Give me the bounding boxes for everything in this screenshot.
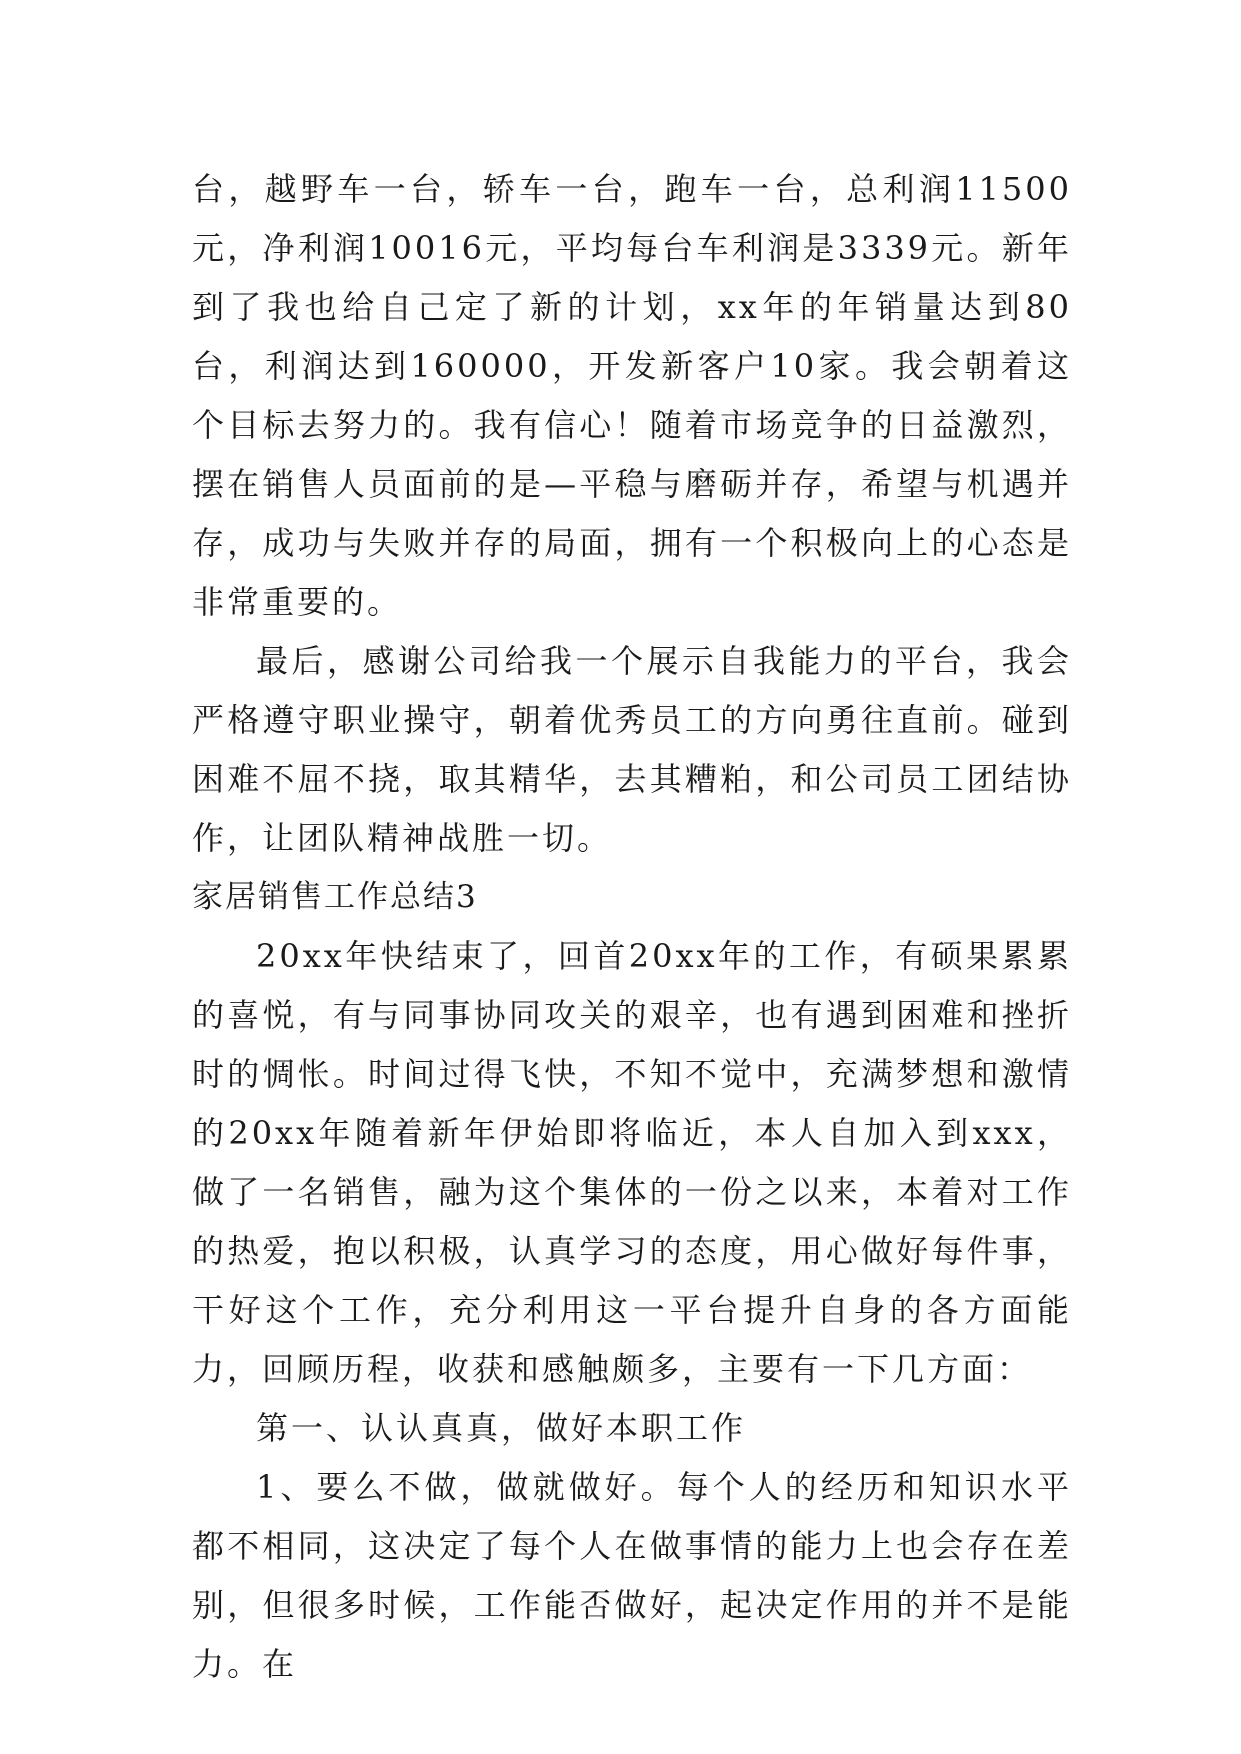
paragraph-point-one-heading: 第一、认认真真，做好本职工作 [256, 1409, 747, 1447]
paragraph-point-one-detail: 1、要么不做，做就做好。每个人的经历和知识水平都不相同，这决定了每个人在做事情的能力上也会存在差别，但很多时候，工作能否做好，起决定作用的并不是能力。在 [192, 1468, 1072, 1683]
document-body [192, 160, 1072, 1694]
paragraph-profit-summary: 台，越野车一台，轿车一台，跑车一台，总利润11500元，净利润10016元，平均每台车利润是3339元。新年到了我也给自己定了新的计划，xx年的年销量达到80台，利润达到160000，开发新客户10家。我会朝着这个目标去努力的。我有信心！随着市场竞争的日益激烈，摆在销售人员面前的是—平稳与磨砺并存，希望与机遇并存，成功与失败并存的局面，拥有一个积极向上的心态是非常重要的。 [192, 170, 1072, 621]
paragraph-year-review: 20xx年快结束了，回首20xx年的工作，有硕果累累的喜悦，有与同事协同攻关的艰辛，也有遇到困难和挫折时的惆怅。时间过得飞快，不知不觉中，充满梦想和激情的20xx年随着新年伊始即将临近，本人自加入到xxx，做了一名销售，融为这个集体的一份之以来，本着对工作的热爱，抱以积极，认真学习的态度，用心做好每件事，干好这个工作，充分利用这一平台提升自身的各方面能力，回顾历程，收获和感触颇多，主要有一下几方面： [192, 937, 1072, 1388]
section-title: 家居销售工作总结3 [192, 879, 478, 915]
paragraph-closing-thanks: 最后，感谢公司给我一个展示自我能力的平台，我会严格遵守职业操守，朝着优秀员工的方向勇往直前。碰到困难不屈不挠，取其精华，去其糟粕，和公司员工团结协作，让团队精神战胜一切。 [192, 642, 1072, 857]
